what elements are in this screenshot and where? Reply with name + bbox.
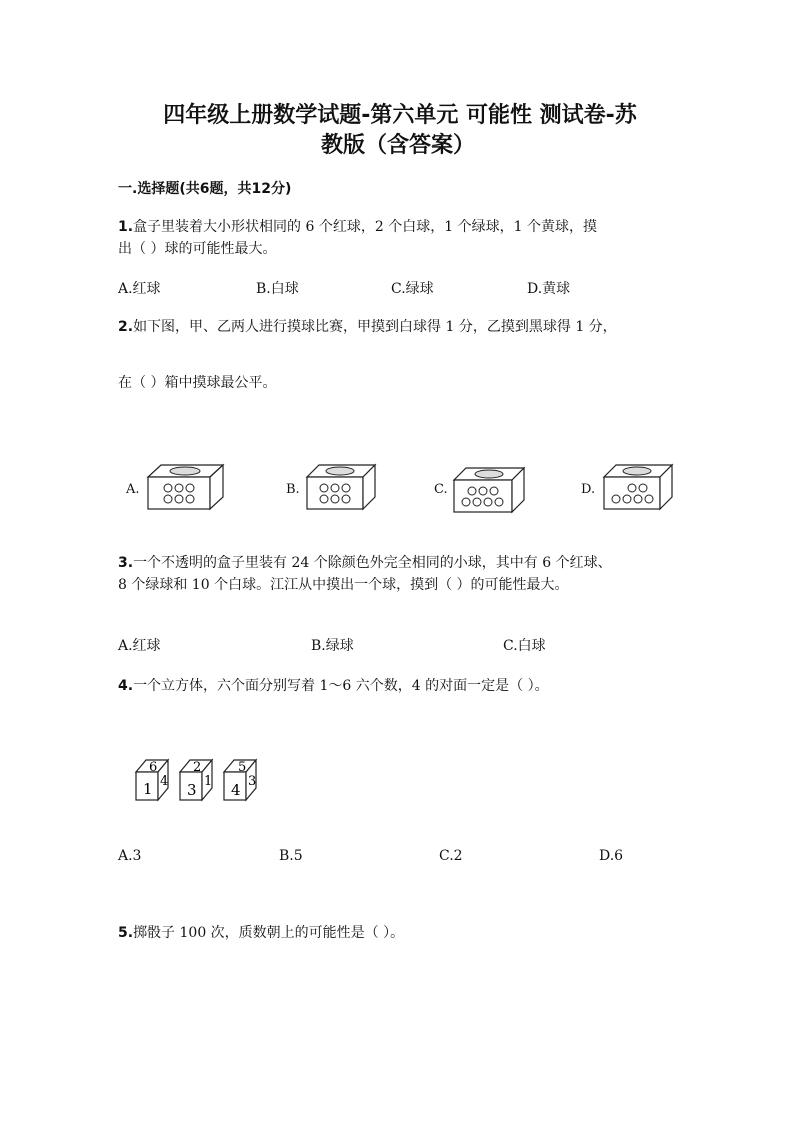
figure-label-b: B. (286, 482, 300, 497)
question-text-line2: 出（ ）球的可能性最大。 (118, 241, 277, 257)
ball-box-b (305, 463, 385, 511)
ball-box-c (452, 466, 532, 514)
page-title-line2: 教版（含答案） (320, 133, 475, 158)
question-number: 2. (118, 319, 134, 335)
cube-3-top: 5 (238, 760, 247, 775)
figure-label-c: C. (434, 482, 448, 497)
question-3 (118, 552, 688, 596)
cube-1-front: 1 (143, 780, 153, 798)
cube-1-side: 4 (160, 774, 169, 789)
option-c[interactable]: C.绿球 (391, 281, 434, 297)
question-4 (118, 675, 688, 697)
dice-figure (132, 756, 272, 804)
cube-2-front: 3 (187, 781, 197, 799)
question-5 (118, 922, 688, 944)
question-text-line1: 一个不透明的盒子里装有 24 个除颜色外完全相同的小球，其中有 6 个红球、 (133, 555, 612, 571)
option-c[interactable]: C.2 (439, 848, 463, 864)
ball-box-a (146, 463, 226, 511)
question-2-line2: 在（ ）箱中摸球最公平。 (118, 375, 277, 391)
question-text-line1: 盒子里装着大小形状相同的 6 个红球，2 个白球，1 个绿球，1 个黄球，摸 (133, 219, 597, 235)
option-b[interactable]: B.白球 (256, 281, 299, 297)
question-2-line1 (118, 316, 688, 338)
question-text-line1: 如下图，甲、乙两人进行摸球比赛，甲摸到白球得 1 分，乙摸到黑球得 1 分， (133, 319, 617, 335)
option-a[interactable]: A.红球 (118, 281, 161, 297)
question-text-line1: 一个立方体，六个面分别写着 1～6 六个数，4 的对面一定是（ ）。 (133, 678, 549, 694)
figure-label-a: A. (126, 482, 140, 497)
question-number: 5. (118, 925, 134, 941)
cube-3-front: 4 (231, 781, 241, 799)
cube-2 (180, 760, 212, 800)
question-number: 3. (118, 555, 134, 571)
option-a[interactable]: A.红球 (118, 638, 161, 654)
option-a[interactable]: A.3 (118, 848, 142, 864)
cube-2-side: 1 (204, 774, 213, 789)
ball-box-d (602, 463, 682, 511)
cube-2-top: 2 (193, 760, 202, 775)
question-text-line1: 掷骰子 100 次，质数朝上的可能性是（ ）。 (133, 925, 405, 941)
question-text-line2: 8 个绿球和 10 个白球。江江从中摸出一个球，摸到（ ）的可能性最大。 (118, 577, 569, 593)
cube-3 (224, 760, 256, 800)
option-c[interactable]: C.白球 (503, 638, 546, 654)
page-title-line1: 四年级上册数学试题-第六单元 可能性 测试卷-苏 (163, 103, 637, 128)
cube-3-side: 3 (248, 774, 257, 789)
option-b[interactable]: B.绿球 (311, 638, 354, 654)
option-d[interactable]: D.黄球 (527, 281, 571, 297)
option-b[interactable]: B.5 (279, 848, 303, 864)
cube-1-top: 6 (149, 760, 158, 775)
cube-1 (136, 760, 168, 800)
question-1 (118, 216, 688, 260)
question-number: 1. (118, 219, 134, 235)
figure-label-d: D. (581, 482, 596, 497)
option-d[interactable]: D.6 (599, 848, 624, 864)
section-heading: 一.选择题(共6题，共12分) (118, 181, 292, 197)
question-number: 4. (118, 678, 134, 694)
